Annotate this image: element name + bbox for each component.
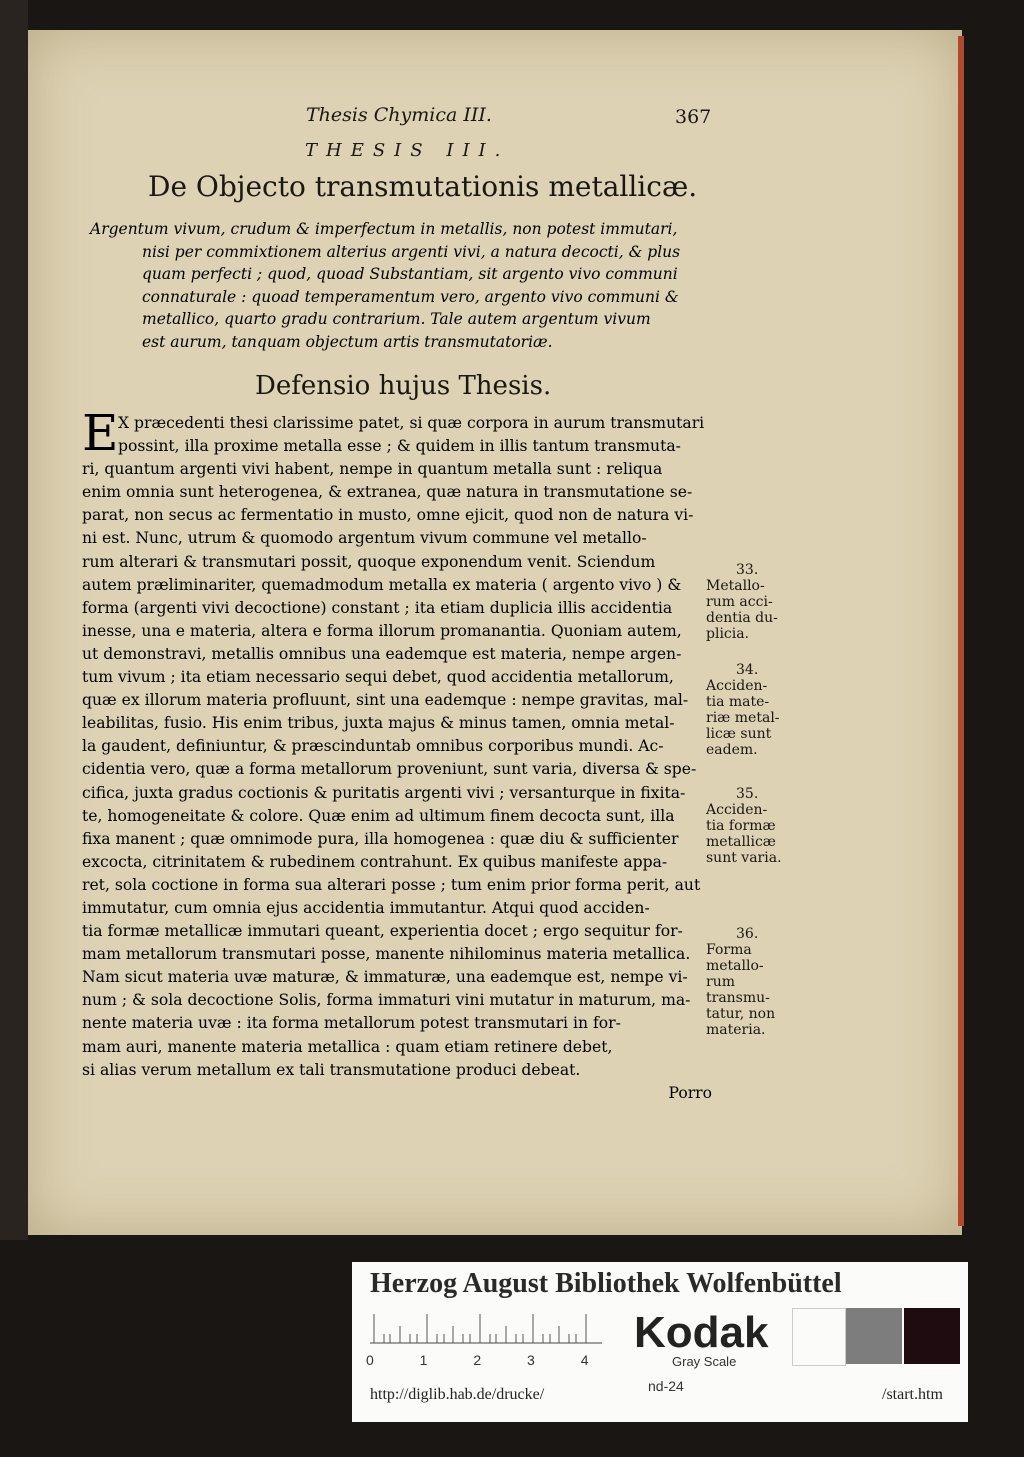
thesis-line: metallico, quarto gradu contrarium. Tale autem argentum vivum: [142, 310, 651, 328]
body-line: nente materia uvæ : ita forma metallorum potest transmutari in for-: [82, 1014, 621, 1033]
body-line: immutatur, cum omnia ejus accidentia immutantur. Atqui quod acciden-: [82, 898, 650, 917]
thesis-statement: [90, 218, 730, 353]
marginal-line: tia mate-: [706, 694, 770, 710]
marginal-line: eadem.: [706, 742, 758, 758]
marginal-note-33: [706, 562, 778, 642]
marginal-note-35: [706, 786, 782, 866]
gray-swatch-mid: [846, 1308, 902, 1364]
body-line: autem præliminariter, quemadmodum metalla ex materia ( argento vivo ) &: [82, 575, 682, 594]
body-line: rum alterari & transmutari possit, quoque exponendum venit. Sciendum: [82, 552, 656, 571]
marginal-line: Forma: [706, 942, 752, 958]
marginal-line: sunt varia.: [706, 850, 782, 866]
marginal-line: materia.: [706, 1022, 766, 1038]
thesis-label: THESIS III.: [305, 140, 510, 161]
body-line: parat, non secus ac fermentatio in musto, omne ejicit, quod non de natura vi-: [82, 506, 694, 525]
ruler-icon: [370, 1314, 602, 1344]
page-number: 367: [675, 106, 712, 128]
page-title: De Objecto transmutationis metallicæ.: [148, 170, 698, 203]
marginal-line: rum: [706, 974, 735, 990]
thesis-line: nisi per commixtionem alterius argenti vivi, a natura decocti, & plus: [142, 242, 681, 261]
body-line: num ; & sola decoctione Solis, forma immaturi vini mutatur in maturum, ma-: [82, 991, 691, 1010]
body-line: la gaudent, definiuntur, & præscinduntab omnibus corporibus mundi. Ac-: [82, 737, 664, 756]
body-line: mam auri, manente materia metallica : quam etiam retinere debet,: [82, 1037, 613, 1056]
drop-cap: E: [82, 404, 119, 462]
marginal-line: transmu-: [706, 990, 770, 1006]
url-left: http://diglib.hab.de/drucke/: [370, 1386, 545, 1403]
marginal-line: metallicæ: [706, 834, 776, 850]
defense-heading: Defensio hujus Thesis.: [255, 371, 552, 401]
marginal-line: Metallo-: [706, 578, 765, 594]
thesis-line: Argentum vivum, crudum & imperfectum in metallis, non potest immutari,: [90, 220, 678, 238]
marginal-line: tia formæ: [706, 818, 776, 834]
gray-scale-label: Gray Scale: [672, 1354, 737, 1369]
thesis-line: connaturale : quoad temperamentum vero, argento vivo communi &: [142, 287, 679, 306]
marginal-number: 33.: [736, 562, 759, 578]
body-line: ni est. Nunc, utrum & quomodo argentum vivum commune vel metallo-: [82, 529, 647, 548]
body-line: cifica, juxta gradus coctionis & puritatis argenti vivi ; versanturque in fixita-: [82, 783, 686, 802]
body-line: fixa manent ; quæ omnimode pura, illa homogenea : quæ diu & sufficienter: [82, 829, 679, 848]
body-line: forma (argenti vivi decoctione) constant ; ita etiam duplicia illis accidentia: [82, 598, 673, 617]
body-line: ret, sola coctione in forma sua alterari posse ; tum enim prior forma perit, aut: [82, 875, 701, 894]
body-line: leabilitas, fusio. His enim tribus, juxta majus & minus tamen, omnia metal-: [82, 714, 675, 733]
running-title: Thesis Chymica III.: [306, 104, 492, 126]
marginal-number: 35.: [736, 786, 759, 802]
body-line: excocta, citrinitatem & rubedinem contrahunt. Ex quibus manifeste appa-: [82, 852, 668, 871]
body-line: te, homogeneitate & colore. Quæ enim ad ultimum finem decocta sunt, illa: [82, 806, 675, 825]
thesis-line: est aurum, tanquam objectum artis transmutatoriæ.: [142, 332, 553, 351]
url-right: /start.htm: [882, 1386, 943, 1403]
marginal-line: plicia.: [706, 626, 750, 642]
library-name: Herzog August Bibliothek Wolfenbüttel: [370, 1268, 842, 1299]
body-line: possint, illa proxime metalla esse ; & quidem in illis tantum transmuta-: [118, 437, 681, 456]
body-text: [82, 412, 722, 1105]
marginal-line: Acciden-: [706, 678, 768, 694]
body-line: cidentia vero, quæ a forma metallorum proveniunt, sunt varia, diversa & spe-: [82, 760, 697, 779]
body-line: quæ ex illorum materia profluunt, sint una eademque : nempe gravitas, mal-: [82, 691, 689, 710]
marginal-note-34: [706, 662, 780, 758]
marginal-line: metallo-: [706, 958, 764, 974]
marginal-note-36: [706, 926, 775, 1038]
body-line: Nam sicut materia uvæ maturæ, & immaturæ, una eademque est, nempe vi-: [82, 968, 688, 987]
kodak-logo: Kodak: [634, 1308, 769, 1357]
marginal-line: licæ sunt: [706, 726, 772, 742]
body-line: mam metallorum transmutari posse, manente nihilominus materia metallica.: [82, 945, 691, 964]
body-line: enim omnia sunt heterogenea, & extranea, quæ natura in transmutatione se-: [82, 483, 693, 502]
scan-left-strip: [0, 0, 28, 1240]
gray-swatch-black: [904, 1308, 960, 1364]
marginal-number: 36.: [736, 926, 759, 942]
marginal-line: tatur, non: [706, 1006, 776, 1022]
marginal-number: 34.: [736, 662, 759, 678]
page-red-edge: [958, 36, 964, 1226]
marginal-line: riæ metal-: [706, 710, 780, 726]
ruler-numbers: 0 1 2 3 4: [366, 1352, 589, 1368]
scan-calibration-label: [352, 1262, 968, 1422]
body-line: tia formæ metallicæ immutari queant, experientia docet ; ergo sequitur for-: [82, 922, 683, 941]
body-line: tum vivum ; ita etiam necessario sequi debet, quod accidentia metallorum,: [82, 668, 674, 687]
body-line: si alias verum metallum ex tali transmutatione produci debeat.: [82, 1060, 581, 1079]
marginal-line: dentia du-: [706, 610, 778, 626]
body-line: inesse, una e materia, altera e forma illorum promanantia. Quoniam autem,: [82, 621, 682, 640]
body-line: X præcedenti thesi clarissime patet, si quæ corpora in aurum transmutari: [118, 414, 705, 432]
gray-swatch-white: [792, 1308, 846, 1366]
body-line: ut demonstravi, metallis omnibus una eademque est materia, nempe argen-: [82, 644, 682, 663]
thesis-line: quam perfecti ; quod, quoad Substantiam, sit argento vivo communi: [142, 265, 678, 283]
marginal-line: Acciden-: [706, 802, 768, 818]
body-line: ri, quantum argenti vivi habent, nempe in quantum metalla sunt : reliqua: [82, 460, 663, 479]
marginal-line: rum acci-: [706, 594, 773, 610]
shelfmark: nd-24: [648, 1378, 684, 1394]
catchword: Porro: [668, 1083, 712, 1102]
